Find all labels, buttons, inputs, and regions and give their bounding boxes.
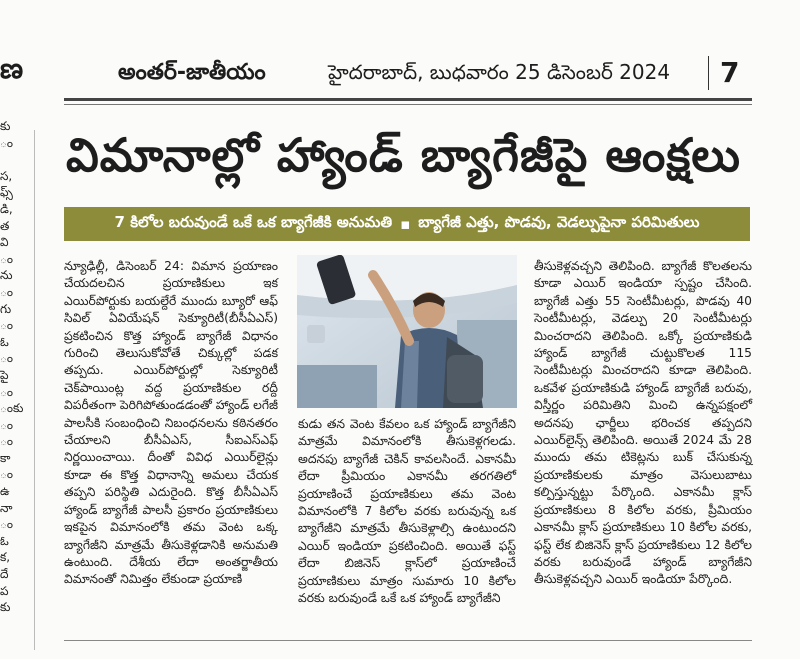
subheadline-strap	[64, 207, 750, 241]
left-column-fragment: ం	[0, 135, 14, 150]
left-column-fragment: ను	[0, 268, 13, 283]
left-column-fragment: ం	[0, 434, 14, 449]
header-rule-thin	[64, 104, 752, 105]
article-column-2: కుడు తన వెంట కేవలం ఒక హ్యాండ్ బ్యాగేజీని మాత్రమే విమానంలోకి తీసుకెళ్లగలడు. అదనపు బ్యాగేజీ చెకిన్ కావలసిందే. ఎకానమీ లేదా ప్రీమియం ఎకానమీ తరగతిలో ప్రయాణించే ప్రయాణికులు తమ వెంట విమానంలోకి 7 కిలోల వరకు బరువున్న ఒక బ్యాగేజీని మాత్రమే తీసుకెళ్లాల్సి ఉంటుందని ఎయిర్ ఇండియా ప్రకటించింది. అయితే ఫస్ట్ లేదా బిజినెస్ క్లాస్‌లో ప్రయాణించే ప్రయాణికులు మాత్రం సుమారు 10 కిలోల వరకు బరువుండే ఒకే ఒక హ్యాండ్ బ్యాగేజీని	[298, 417, 516, 606]
left-column-fragment: గు	[0, 301, 12, 316]
left-column-fragment: వి	[0, 235, 9, 250]
left-column-fragment: ం	[0, 517, 14, 532]
left-column-fragment	[0, 151, 30, 168]
left-column-fragment: ప	[0, 583, 9, 598]
photo-man-overhead-bin-icon	[297, 255, 517, 408]
masthead	[0, 0, 800, 108]
left-column-fragment: ం	[0, 417, 14, 432]
left-column-fragment: ఓ	[0, 334, 9, 349]
masthead-separator	[708, 56, 709, 90]
article-column-1: న్యూఢిల్లీ, డిసెంబర్ 24: విమాన ప్రయాణం చేయదలచిన ప్రయాణికులు ఇక ఎయిర్‌పోర్టుకు బయల్దేరే ముందు బ్యూరో ఆఫ్ సివిల్ ఏవియేషన్ సెక్యూరిటీ(బీసీఏఎస్) ప్రకటించిన కొత్త హ్యాండ్ బ్యాగేజీ విధానం గురించి తెలుసుకోవోతే చిక్కుల్లో పడక తప్పదు. ఎయిర్‌పోర్టుల్లో సెక్యూరిటీ చెక్‌పాయింట్ల వద్ద ప్రయాణికుల రద్దీ విపరీతంగా పెరిగిపోతుండడంతో హ్యాండ్ లగేజీ పాలసీకి సంబంధించి నిబంధనలను కఠినతరం చేయాలని బీసీఏఎస్, సీఐఎస్‌ఎఫ్ నిర్ణయించాయి. దీంతో వివిధ ఎయిర్‌లైన్లు కూడా ఈ కొత్త విధానాన్ని అమలు చేయక తప్పని పరిస్థితి ఎదురైంది. కొత్త బీసీఏఎస్ హ్యాండ్ బ్యాగేజీ పాలసీ ప్రకారం ప్రయాణికులు ఇకపైన విమానంలోకి తమ వెంట ఒక్క బ్యాగేజీని మాత్రమే తీసుకెళ్లడానికి అనుమతి ఉంటుంది. దేశీయ లేదా అంతర్జాతీయ విమానంతో నిమిత్తం లేకుండా ప్రయాణి	[64, 259, 278, 587]
page-number: 7	[720, 56, 740, 89]
article-photo	[297, 255, 517, 408]
strap-part-2: బ్యాగేజీ ఎత్తు, పొడవు, వెడల్పుపైనా పరిమితులు	[418, 213, 700, 231]
left-column-fragment: త	[0, 218, 10, 233]
left-column-fragments	[0, 118, 30, 658]
strap-bullet: ▪	[400, 215, 411, 233]
column-divider	[34, 130, 35, 650]
left-column-fragment: కా	[0, 450, 11, 465]
strap-part-1: 7 కిలోల బరువుండే ఒకే ఒక బ్యాగేజీకి అనుమతి	[114, 213, 393, 231]
left-column-fragment: ం	[0, 318, 14, 333]
left-column-fragment: కు	[0, 119, 11, 133]
headline: విమానాల్లో హ్యాండ్ బ్యాగేజీపై ఆంక్షలు	[66, 128, 741, 182]
left-column-fragment: నా	[0, 500, 13, 515]
left-column-fragment: ం	[0, 384, 14, 399]
left-column-fragment: స,	[0, 168, 13, 183]
left-column-fragment: పై	[0, 367, 9, 382]
left-column-fragment: ం	[0, 284, 14, 299]
section-name: అంతర్-జాతీయం	[118, 60, 266, 85]
left-column-fragment: ం	[0, 351, 14, 366]
left-column-fragment: ఫ్స్	[0, 185, 13, 200]
left-column-fragment: ంకు	[0, 401, 24, 416]
left-column-fragment: ఓ	[0, 533, 9, 548]
left-column-fragment: ం	[0, 467, 14, 482]
dateline: హైదరాబాద్, బుధవారం 25 డిసెంబర్ 2024	[328, 60, 671, 84]
left-column-fragment: డి,	[0, 201, 13, 216]
left-column-fragment: దే	[0, 567, 9, 582]
left-column-fragment: కు	[0, 600, 11, 615]
header-rule-thick	[64, 98, 752, 101]
masthead-fragment: ణ	[0, 52, 24, 85]
left-column-fragment: ం	[0, 251, 14, 266]
left-column-fragment: ఉ	[0, 484, 10, 499]
footer-rule	[64, 640, 752, 641]
left-column-fragment: క,	[0, 550, 11, 565]
article-column-3: తీసుకెళ్లవచ్చని తెలిపింది. బ్యాగేజీ కొలతలను కూడా ఎయిర్ ఇండియా స్పష్టం చేసింది. బ్యాగేజీ ఎత్తు 55 సెంటీమీటర్లు, పొడవు 40 సెంటీమీటర్లు, వెడల్పు 20 సెంటీమీటర్లు మించరాదని తెలిపింది. ఒక్కో ప్రయాణికుడి హ్యాండ్ బ్యాగేజీ చుట్టుకొలత 115 సెంటీమీటర్లు మించరాదని కూడా తెలిపింది. ఒకవేళ ప్రయాణికుడి హ్యాండ్ బ్యాగేజీ బరువు, విస్తీర్ణం పరిమితిని మించి ఉన్నపక్షంలో అదనపు ఛార్జీలు భరించక తప్పదని ఎయిర్‌లైన్స్ తెలిపింది. అయితే 2024 మే 28 ముందు తమ టికెట్లను బుక్ చేసుకున్న ప్రయాణికులకు మాత్రం వెసులుబాటు కల్పిస్తున్నట్టు పేర్కొంది. ఎకానమీ క్లాస్ ప్రయాణికులు 8 కిలోల వరకు, ప్రీమియం ఎకానమీ క్లాస్ ప్రయాణికులు 10 కిలోల వరకు, ఫస్ట్ లేక బిజినెస్ క్లాస్ ప్రయాణికులు 12 కిలోల వరకు బరువుండే హ్యాండ్ బ్యాగేజీని తీసుకెళ్లవచ్చని ఎయిర్ ఇండియా పేర్కొంది.	[534, 259, 752, 587]
